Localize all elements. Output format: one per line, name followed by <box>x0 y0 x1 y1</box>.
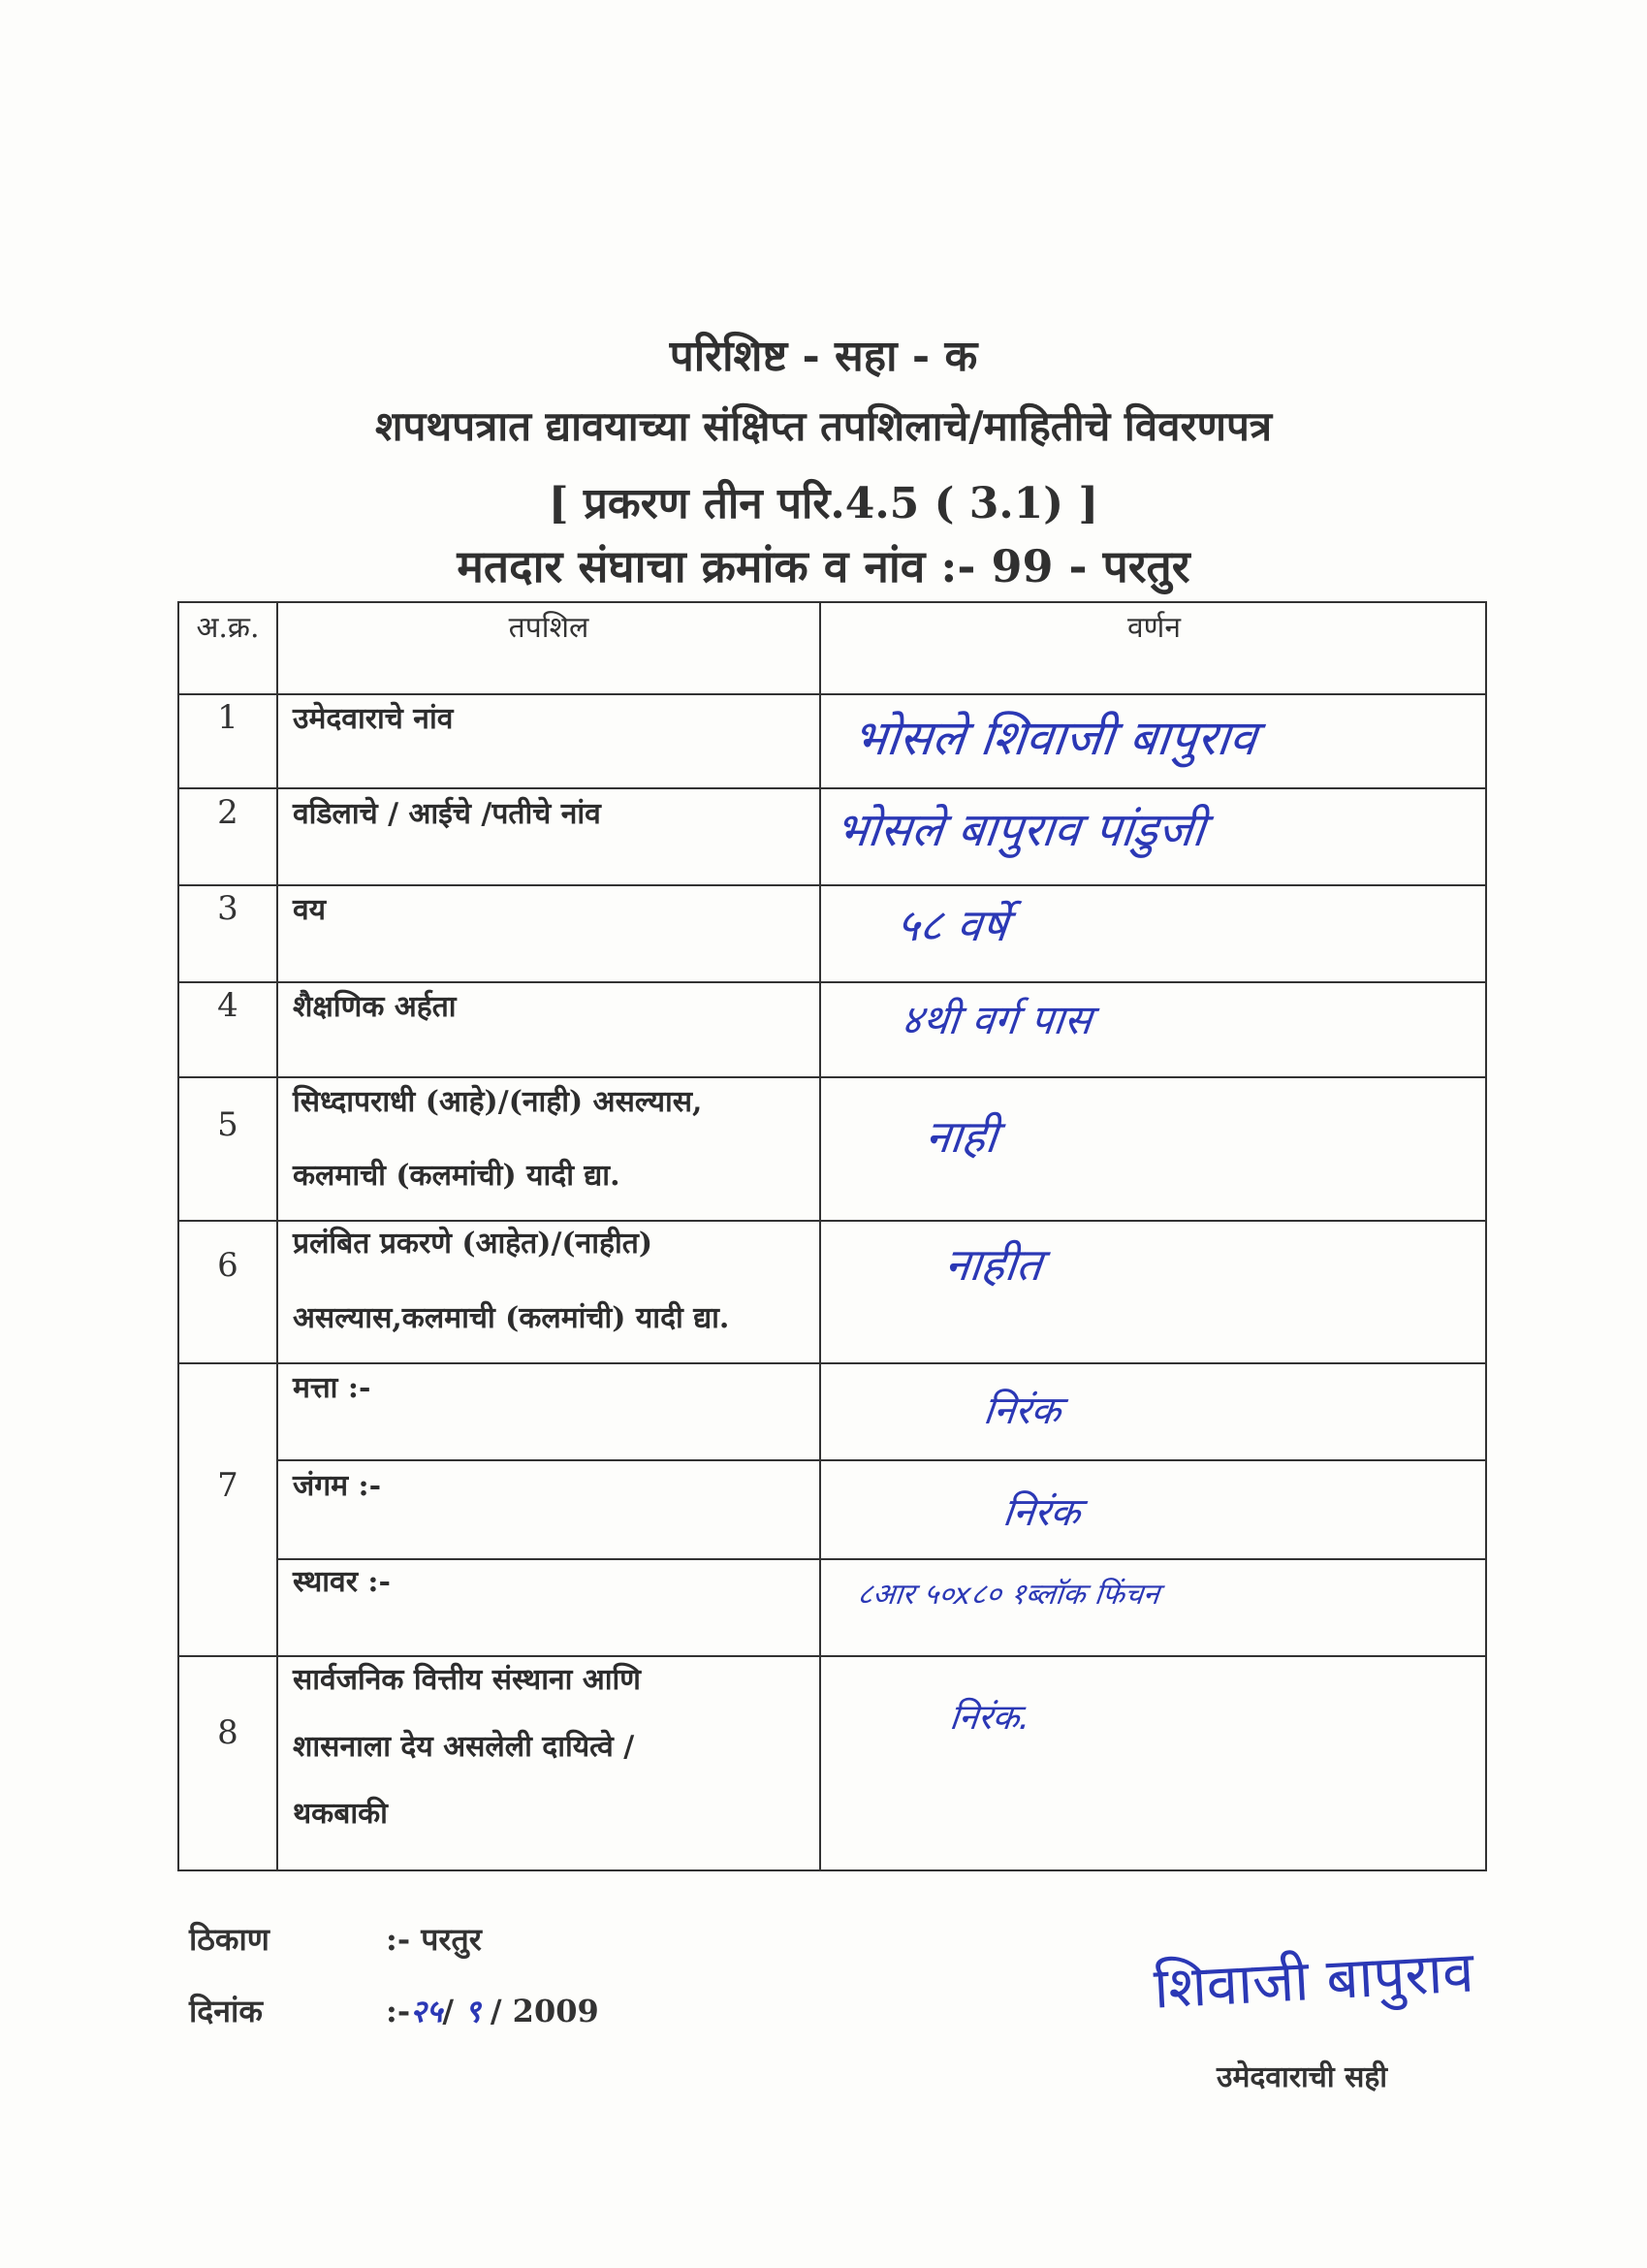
row-number: 5 <box>217 1105 238 1144</box>
row-label: सार्वजनिक वित्तीय संस्थाना आणि <box>293 1663 641 1697</box>
date-month: ९ <box>464 1993 481 2029</box>
row-label: वडिलाचे / आईचे /पतीचे नांव <box>293 797 601 831</box>
row-divider <box>177 1655 1487 1657</box>
row-number: 7 <box>217 1466 238 1505</box>
row-number: 3 <box>217 889 238 928</box>
row-divider <box>177 693 1487 695</box>
row-label: शैक्षणिक अर्हता <box>293 990 457 1024</box>
row-label-continued: शासनाला देय असलेली दायित्वे / <box>293 1730 635 1764</box>
handwritten-value: ८आर ५०x८० १ब्लॉक फिंचन <box>855 1578 1161 1612</box>
col-divider <box>276 601 278 1871</box>
row-label: स्थावर :- <box>293 1565 391 1599</box>
row-label: जंगम :- <box>293 1469 382 1503</box>
row-label: उमेदवाराचे नांव <box>293 702 454 736</box>
row-number: 4 <box>217 986 238 1025</box>
row-divider <box>177 787 1487 789</box>
handwritten-value: नाहीत <box>942 1238 1045 1291</box>
handwritten-value: नाही <box>923 1110 1000 1163</box>
row-number: 1 <box>217 698 238 737</box>
appendix-title: परिशिष्ट - सहा - क <box>669 332 978 381</box>
date-label: दिनांक <box>189 1993 263 2029</box>
row-number: 6 <box>217 1246 238 1285</box>
row-divider <box>177 1220 1487 1222</box>
chapter-reference: [ प्रकरण तीन परि.4.5 ( 3.1) ] <box>548 479 1099 528</box>
row-number: 8 <box>217 1713 238 1752</box>
handwritten-value: निरंक <box>1000 1490 1083 1535</box>
subrow-divider <box>276 1558 1487 1560</box>
place-label: ठिकाण <box>189 1921 269 1958</box>
date-prefix: :- <box>386 1993 411 2029</box>
column-header-detail: तपशिल <box>508 611 589 645</box>
handwritten-value: भोसले शिवाजी बापुराव <box>849 710 1260 766</box>
row-divider <box>177 981 1487 983</box>
document-title: शपथपत्रात द्यावयाच्या संक्षिप्त तपशिलाचे/माहितीचे विवरणपत्र <box>374 402 1273 450</box>
date-day: २५ <box>410 1993 443 2029</box>
subrow-divider <box>276 1459 1487 1461</box>
column-header-description: वर्णन <box>1126 611 1182 645</box>
row-label: मत्ता :- <box>293 1371 371 1405</box>
col-divider <box>819 601 821 1871</box>
handwritten-value: निरंक <box>981 1389 1063 1433</box>
row-number: 2 <box>217 793 238 832</box>
row-label-continued: असल्यास,कलमाची (कलमांची) यादी द्या. <box>293 1301 730 1335</box>
place-value: :- परतुर <box>386 1921 482 1958</box>
handwritten-value: भोसले बापुराव पांडुजी <box>832 803 1208 857</box>
constituency-line: मतदार संघाचा क्रमांक व नांव :- 99 - परतुर <box>457 540 1190 592</box>
row-label: सिध्दापराधी (आहे)/(नाही) असल्यास, <box>293 1085 703 1119</box>
handwritten-value: निरंक. <box>947 1698 1033 1738</box>
date-separator: / <box>442 1993 465 2029</box>
row-label-continued: थकबाकी <box>293 1797 388 1831</box>
column-header-sn: अ.क्र. <box>196 611 260 645</box>
handwritten-value: ५८ वर्षे <box>894 899 1011 951</box>
handwritten-value: ४थी वर्ग पास <box>899 996 1094 1043</box>
row-divider <box>177 1076 1487 1078</box>
row-label: वय <box>293 893 327 927</box>
row-label-continued: कलमाची (कलमांची) यादी द्या. <box>293 1159 620 1193</box>
candidate-signature: शिवाजी बापुराव <box>1152 1938 1475 2022</box>
row-divider <box>177 1362 1487 1364</box>
row-label: प्रलंबित प्रकरणे (आहेत)/(नाहीत) <box>293 1227 653 1261</box>
date-year: / 2009 <box>490 1993 599 2029</box>
signature-label: उमेदवाराची सही <box>1217 2060 1388 2094</box>
row-divider <box>177 884 1487 886</box>
date-value <box>386 1990 599 2031</box>
